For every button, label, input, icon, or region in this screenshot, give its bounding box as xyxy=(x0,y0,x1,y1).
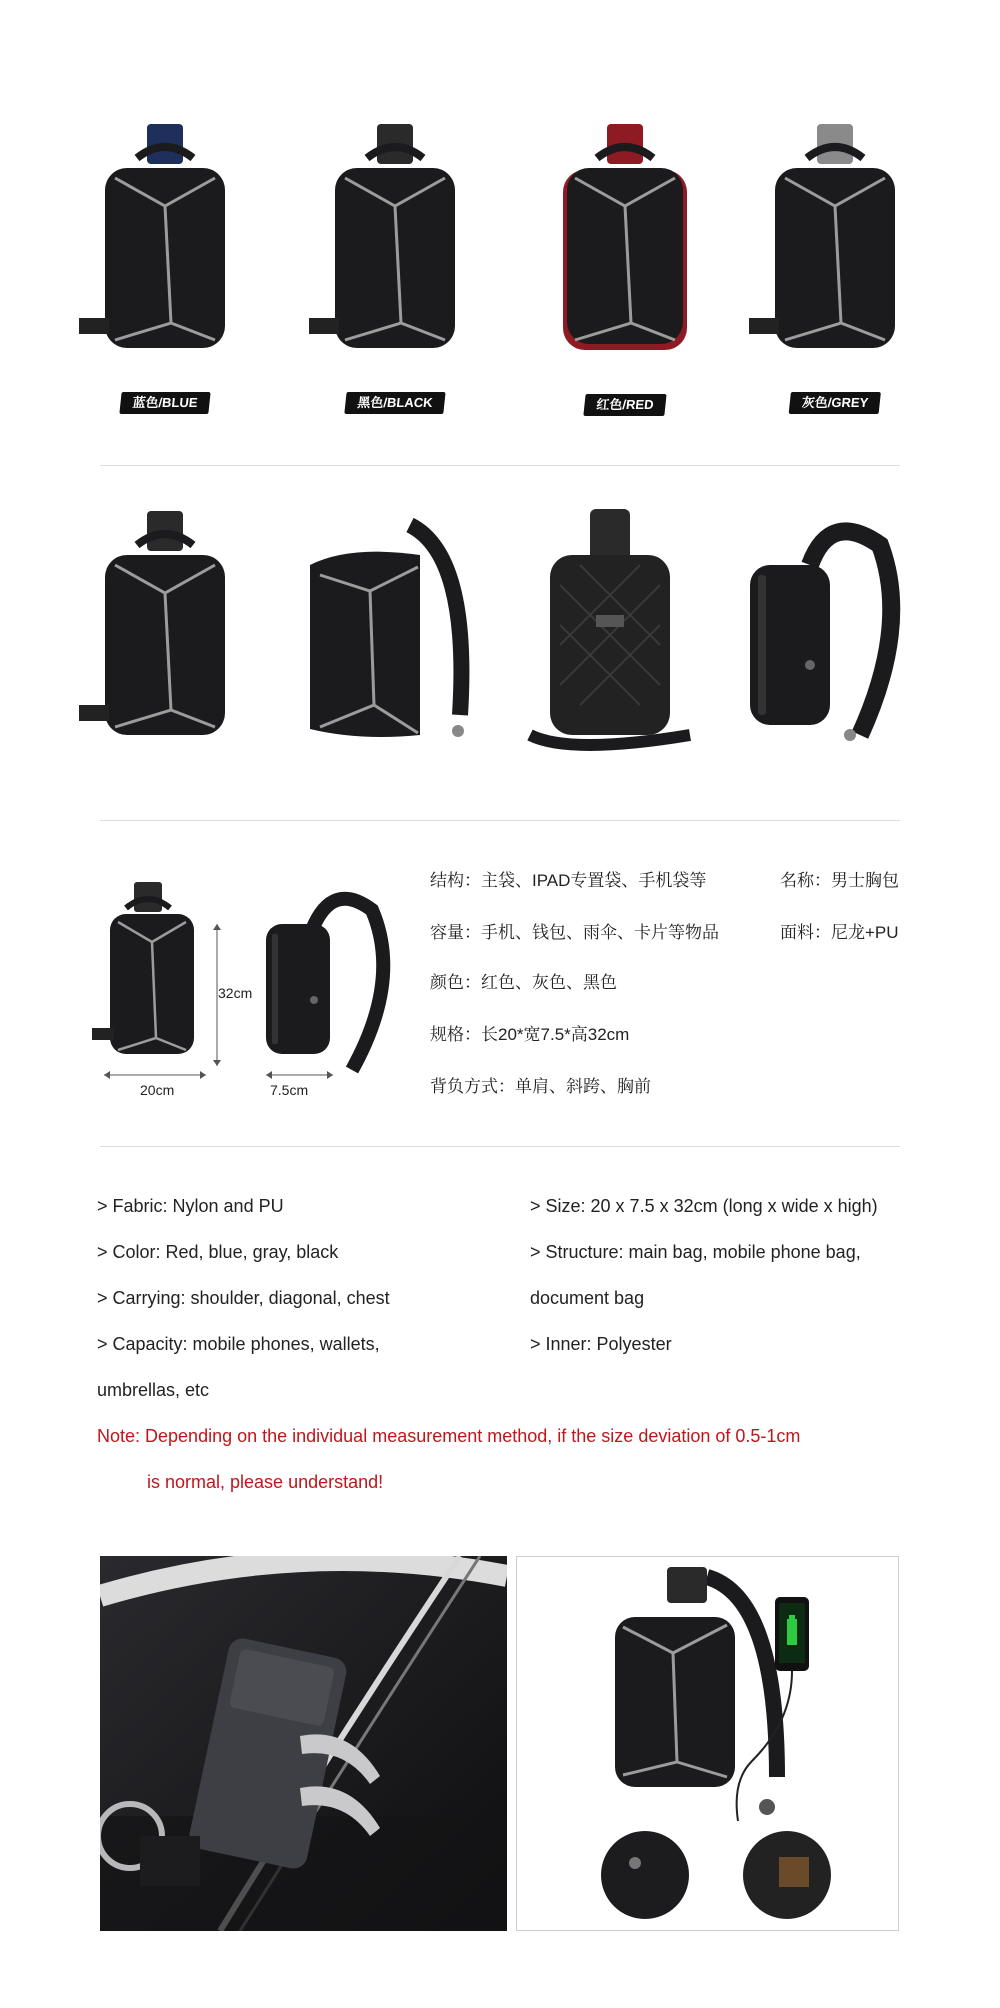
color-label-red: 红色/RED xyxy=(583,394,666,416)
width-dimension-line xyxy=(100,1068,210,1082)
height-label: 32cm xyxy=(218,985,253,1001)
bag-front-blue[interactable] xyxy=(75,118,255,368)
spec-color-en: > Color: Red, blue, gray, black xyxy=(97,1242,339,1262)
spec-carrying-en: > Carrying: shoulder, diagonal, chest xyxy=(97,1288,390,1308)
bag-dimension-front[interactable] xyxy=(90,878,210,1073)
spec-size-en: > Size: 20 x 7.5 x 32cm (long x wide x high) xyxy=(530,1196,878,1216)
depth-dimension-line xyxy=(262,1068,337,1082)
spec-name-cn: 名称：男士胸包 xyxy=(780,871,899,890)
bag-view-back[interactable] xyxy=(520,505,700,755)
spec-color-cn: 颜色：红色、灰色、黑色 xyxy=(430,973,617,992)
divider-2 xyxy=(100,820,900,821)
note-line-2: is normal, please understand! xyxy=(147,1472,384,1492)
spec-inner-en: > Inner: Polyester xyxy=(530,1334,672,1354)
spec-structure-cn: 结构：主袋、IPAD专置袋、手机袋等 xyxy=(430,871,707,890)
spec-capacity-en: > Capacity: mobile phones, wallets, xyxy=(97,1334,380,1354)
depth-label: 7.5cm xyxy=(270,1082,309,1098)
usb-detail-illustration xyxy=(517,1557,899,1931)
color-label-blue: 蓝色/BLUE xyxy=(119,392,210,414)
color-label-black: 黑色/BLACK xyxy=(344,392,445,414)
lock-detail-illustration xyxy=(100,1556,507,1931)
usb-detail-photo[interactable] xyxy=(516,1556,899,1931)
bag-view-side[interactable] xyxy=(740,505,920,755)
spec-carry-cn: 背负方式：单肩、斜跨、胸前 xyxy=(430,1077,651,1096)
bag-front-grey[interactable] xyxy=(745,118,925,368)
color-label-grey: 灰色/GREY xyxy=(789,392,882,414)
spec-capacity-cn: 容量：手机、钱包、雨伞、卡片等物品 xyxy=(430,923,719,942)
divider-1 xyxy=(100,465,900,466)
spec-fabric-cn: 面料：尼龙+PU xyxy=(780,923,899,942)
divider-3 xyxy=(100,1146,900,1147)
spec-structure-en-cont: document bag xyxy=(530,1288,645,1308)
bag-dimension-side[interactable] xyxy=(262,880,402,1080)
note-line-1: Note: Depending on the individual measurement method, if the size deviation of 0.5-1cm xyxy=(97,1426,801,1446)
bag-view-three-quarter[interactable] xyxy=(300,505,480,755)
bag-front-red[interactable] xyxy=(535,118,715,368)
bag-view-front[interactable] xyxy=(75,505,255,755)
width-label: 20cm xyxy=(140,1082,175,1098)
spec-fabric-en: > Fabric: Nylon and PU xyxy=(97,1196,284,1216)
spec-structure-en: > Structure: main bag, mobile phone bag, xyxy=(530,1242,861,1262)
lock-detail-photo[interactable] xyxy=(100,1556,507,1931)
spec-size-cn: 规格：长20*宽7.5*高32cm xyxy=(430,1025,630,1044)
bag-front-black[interactable] xyxy=(305,118,485,368)
spec-capacity-en-cont: umbrellas, etc xyxy=(97,1380,210,1400)
